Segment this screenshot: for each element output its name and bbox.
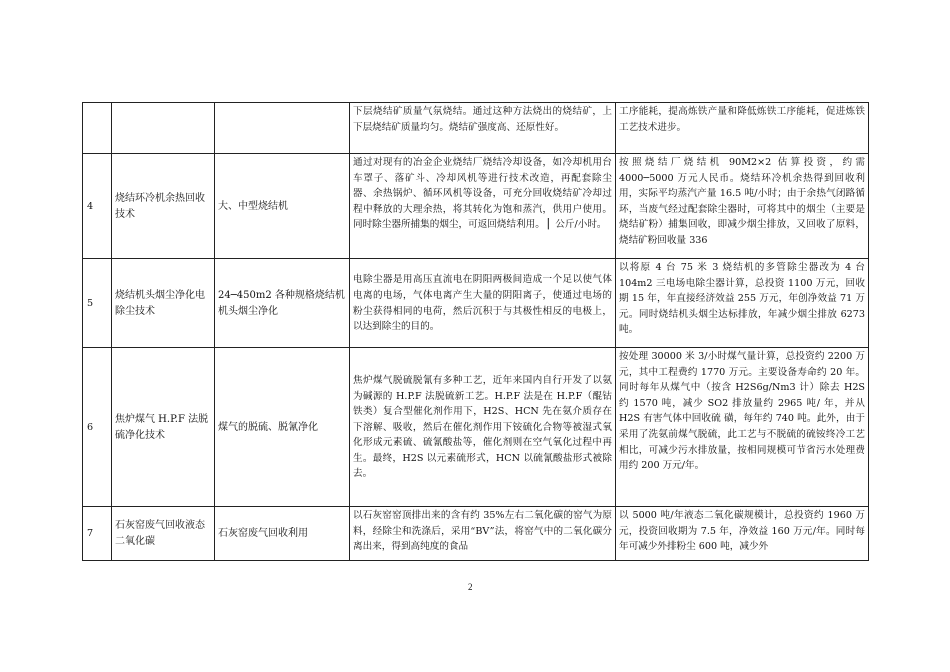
benefit-analysis: 按处理 30000 米 3/小时煤气量计算，总投资约 2200 万元，其中工程费约 1770 万元。主要设备寿命约 20 年。同时每年从煤气中（按含 H2S6g/Nm3 计）除去 H2S 约 1570 吨，减少 SO2 排放量约 2965 吨/ 年，并从 H2S 有害气体中回收硫 磺，每年约 740 吨。此外，由于采用了洗氨前煤气脱硫，此工艺与不脱硫的硫铵终冷工艺相比，可减少污水排放量，按相同规模可节省污水处理费用约 200 万元/年。 xyxy=(616,348,869,507)
row-number: 4 xyxy=(83,154,112,259)
technology-name: 石灰窑废气回收液态二氧化碳 xyxy=(112,507,215,561)
application-scope: 煤气的脱硫、脱氰净化 xyxy=(215,348,350,507)
benefit-analysis: 按照烧结厂烧结机 90M2×2 估算投资，约需4000─5000 万元人民币。烧结环冷机余热得到回收利用，实际平均蒸汽产量 16.5 吨/小时；由于余热气闭路循环，当废气经过配套除尘器时，可将其中的烟尘（主要是烧结矿粉）捕集回收，即减少烟尘排放，又回收了原料，烧结矿粉回收量 336 xyxy=(616,154,869,259)
benefit-analysis: 工序能耗，提高炼铁产量和降低炼铁工序能耗，促进炼铁工艺技术进步。 xyxy=(616,103,869,154)
technology-name: 烧结机头烟尘净化电除尘技术 xyxy=(112,259,215,348)
technology-name: 烧结环冷机余热回收技术 xyxy=(112,154,215,259)
row-number: 7 xyxy=(83,507,112,561)
application-scope xyxy=(215,103,350,154)
application-scope: 石灰窑废气回收利用 xyxy=(215,507,350,561)
table-row xyxy=(83,259,869,348)
row-number xyxy=(83,103,112,154)
technology-description: 电除尘器是用高压直流电在阴阳两极间造成一个足以使气体电离的电场，气体电离产生大量的阴阳离子，使通过电场的粉尘获得相同的电荷，然后沉积于与其极性相反的电极上，以达到除尘的目的。 xyxy=(350,259,616,348)
row-number: 5 xyxy=(83,259,112,348)
application-scope: 24─450m2 各种规格烧结机机头烟尘净化 xyxy=(215,259,350,348)
benefit-analysis: 以 5000 吨/年液态二氧化碳规模计，总投资约 1960 万元，投资回收期为 7.5 年，净效益 160 万元/年。同时每年可减少外排粉尘 600 吨，减少外 xyxy=(616,507,869,561)
table-row xyxy=(83,103,869,154)
technology-description: 下层烧结矿质量气氛烧结。通过这种方法烧出的烧结矿，上下层烧结矿质量均匀。烧结矿强度高、还原性好。 xyxy=(350,103,616,154)
technology-name xyxy=(112,103,215,154)
table-row xyxy=(83,348,869,507)
table-row xyxy=(83,507,869,561)
technology-name: 焦炉煤气 H.P.F 法脱硫净化技术 xyxy=(112,348,215,507)
application-scope: 大、中型烧结机 xyxy=(215,154,350,259)
technology-description: 通过对现有的冶金企业烧结厂烧结冷却设备，如冷却机用台车罩子、落矿斗、冷却风机等进行技术改造，再配套除尘器、余热锅炉、循环风机等设备，可充分回收烧结矿冷却过程中释放的大理余热，将其转化为饱和蒸汽，供用户使用。同时除尘器所捕集的烟尘，可返回烧结利用。 ▏公斤/小时。 xyxy=(350,154,616,259)
table-row xyxy=(83,154,869,259)
page-number: 2 xyxy=(468,582,473,592)
row-number: 6 xyxy=(83,348,112,507)
technology-table xyxy=(82,102,869,561)
technology-description: 焦炉煤气脱硫脱氰有多种工艺，近年来国内自行开发了以氨为碱源的 H.P.F 法脱硫新工艺。H.P.F 法是在 H.P.F（醌钴铁类）复合型催化剂作用下，H2S、HCN 先在氨介质存在下溶解、吸收，然后在催化剂作用下铵硫化合物等被湿式氧化形成元素硫、硫氰酸盐等，催化剂则在空气氧化过程中再生。最终，H2S 以元素硫形式，HCN 以硫氰酸盐形式被除去。 xyxy=(350,348,616,507)
benefit-analysis: 以将原 4 台 75 米 3 烧结机的多管除尘器改为 4 台 104m2 三电场电除尘器计算，总投资 1100 万元，回收期 15 年，年直接经济效益 255 万元，年创净效益 71 万元。同时烧结机头烟尘达标排放，年减少烟尘排放 6273 吨。 xyxy=(616,259,869,348)
technology-description: 以石灰窑窑顶排出来的含有约 35%左右二氧化碳的窑气为原料，经除尘和洗涤后，采用“BV”法，将窑气中的二氧化碳分离出来，得到高纯度的食品 xyxy=(350,507,616,561)
